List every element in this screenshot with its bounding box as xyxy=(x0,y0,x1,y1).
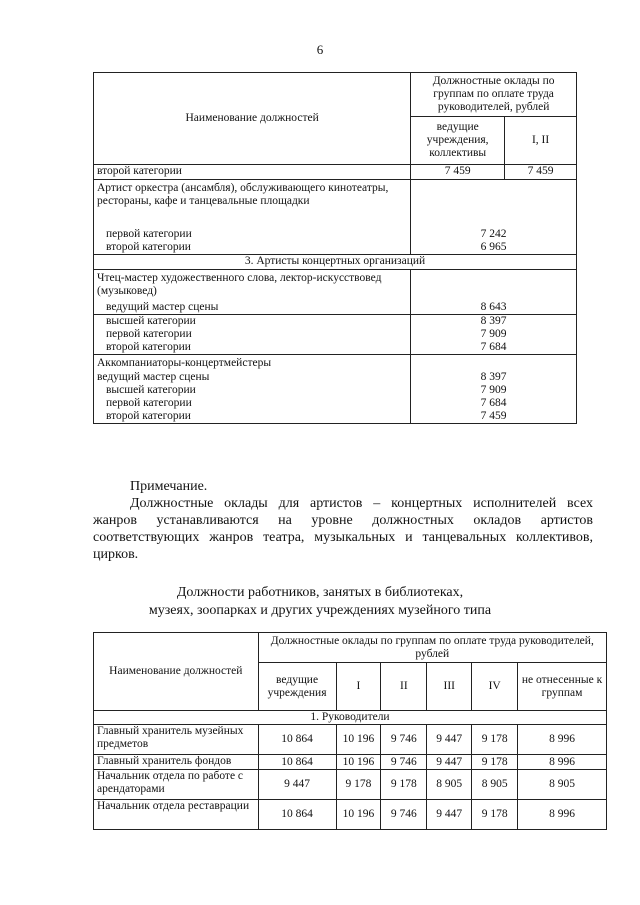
row-label: второй категории xyxy=(94,410,411,424)
row-label: высшей категории xyxy=(94,315,411,329)
header-unassigned: не отнесенные к группам xyxy=(518,663,607,711)
row-label: Начальник отдела реставрации xyxy=(94,800,259,830)
table-row xyxy=(94,725,607,755)
header-groups: I, II xyxy=(505,117,577,165)
row-value: 7 459 xyxy=(411,165,505,180)
section-heading: 3. Артисты концертных организаций xyxy=(94,254,577,269)
row-value: 10 196 xyxy=(336,725,381,755)
note-line: соответствующих жанров театра, музыкальных и танцевальных коллективов, xyxy=(93,530,593,545)
section-title-line: Должности работников, занятых в библиотеках, xyxy=(176,585,464,600)
row-value: 7 684 xyxy=(411,397,577,410)
accomp-label: Аккомпаниаторы-концертмейстеры xyxy=(94,355,411,371)
row-label: Главный хранитель музейных предметов xyxy=(94,725,259,755)
table-row xyxy=(94,269,577,301)
row-value: 6 965 xyxy=(411,241,577,255)
row-value: 9 447 xyxy=(427,725,472,755)
row-label: высшей категории xyxy=(94,384,411,397)
row-label: Начальник отдела по работе с арендаторами xyxy=(94,770,259,800)
row-label: второй категории xyxy=(94,341,411,355)
row-value: 9 447 xyxy=(427,755,472,770)
row-value: 10 864 xyxy=(258,755,336,770)
row-value: 8 996 xyxy=(518,755,607,770)
row-value: 7 459 xyxy=(505,165,577,180)
table-row xyxy=(94,228,577,241)
table-row xyxy=(94,800,607,830)
table-row xyxy=(94,371,577,384)
header-position-name: Наименование должностей xyxy=(94,73,411,165)
table-row xyxy=(94,315,577,329)
row-label: ведущий мастер сцены xyxy=(94,301,411,315)
row-value: 9 746 xyxy=(381,800,427,830)
header-group: IV xyxy=(472,663,518,711)
table-row xyxy=(94,755,607,770)
table-row xyxy=(94,384,577,397)
row-label: первой категории xyxy=(94,228,411,241)
row-value: 7 684 xyxy=(411,341,577,355)
row-value: 8 905 xyxy=(472,770,518,800)
row-value: 8 996 xyxy=(518,800,607,830)
row-value: 8 397 xyxy=(411,371,577,384)
header-group: II xyxy=(381,663,427,711)
row-value: 9 178 xyxy=(381,770,427,800)
table-row xyxy=(94,410,577,424)
header-group: III xyxy=(427,663,472,711)
note-line: жанров устанавливаются на уровне должностных окладов артистов xyxy=(93,513,593,528)
row-label: ведущий мастер сцены xyxy=(94,371,411,384)
row-value: 10 196 xyxy=(336,800,381,830)
row-value: 7 909 xyxy=(411,328,577,341)
row-value: 10 864 xyxy=(258,800,336,830)
row-value: 9 178 xyxy=(472,800,518,830)
header-salary: Должностные оклады по группам по оплате труда руководителей, рублей xyxy=(258,633,606,663)
reader-label: Чтец-мастер художественного слова, лектор-искусствовед (музыковед) xyxy=(94,269,411,301)
row-value: 7 459 xyxy=(411,410,577,424)
row-value: 8 397 xyxy=(411,315,577,329)
table-row xyxy=(94,355,577,371)
table-row xyxy=(94,165,577,180)
orchestra-label: Артист оркестра (ансамбля), обслуживающего кинотеатры, рестораны, кафе и танцевальные площадки xyxy=(94,180,411,228)
row-label: второй категории xyxy=(94,241,411,255)
row-label: первой категории xyxy=(94,397,411,410)
table-museums xyxy=(93,632,607,830)
row-value: 9 178 xyxy=(336,770,381,800)
note-line: Должностные оклады для артистов – концертных исполнителей всех xyxy=(130,496,593,511)
note-heading: Примечание. xyxy=(130,479,208,494)
row-value: 8 643 xyxy=(411,301,577,315)
table-artists xyxy=(93,72,577,424)
section-title-line: музеях, зоопарках и других учреждениях музейного типа xyxy=(148,603,492,618)
header-leading: ведущие учреждения, коллективы xyxy=(411,117,505,165)
table-row xyxy=(94,241,577,255)
table-row xyxy=(94,397,577,410)
row-value: 9 447 xyxy=(427,800,472,830)
row-label: Главный хранитель фондов xyxy=(94,755,259,770)
row-value: 10 864 xyxy=(258,725,336,755)
note-line: цирков. xyxy=(93,547,139,562)
row-value: 9 447 xyxy=(258,770,336,800)
row-label: второй категории xyxy=(94,165,411,180)
header-group: I xyxy=(336,663,381,711)
table-row xyxy=(94,341,577,355)
page-number: 6 xyxy=(316,42,324,57)
header-position-name: Наименование должностей xyxy=(94,633,259,711)
row-value: 7 242 xyxy=(411,228,577,241)
row-value: 9 746 xyxy=(381,725,427,755)
row-value: 7 909 xyxy=(411,384,577,397)
table-row xyxy=(94,180,577,228)
row-value: 9 178 xyxy=(472,755,518,770)
row-value: 9 746 xyxy=(381,755,427,770)
row-value: 10 196 xyxy=(336,755,381,770)
section-heading: 1. Руководители xyxy=(94,711,607,725)
table-row xyxy=(94,328,577,341)
row-value: 9 178 xyxy=(472,725,518,755)
row-value: 8 905 xyxy=(518,770,607,800)
table-row xyxy=(94,301,577,315)
row-value: 8 996 xyxy=(518,725,607,755)
row-value: 8 905 xyxy=(427,770,472,800)
header-salary: Должностные оклады по группам по оплате труда руководителей, рублей xyxy=(411,73,577,117)
header-leading: ведущие учреждения xyxy=(258,663,336,711)
row-label: первой категории xyxy=(94,328,411,341)
section-title xyxy=(0,584,640,620)
table-row xyxy=(94,770,607,800)
